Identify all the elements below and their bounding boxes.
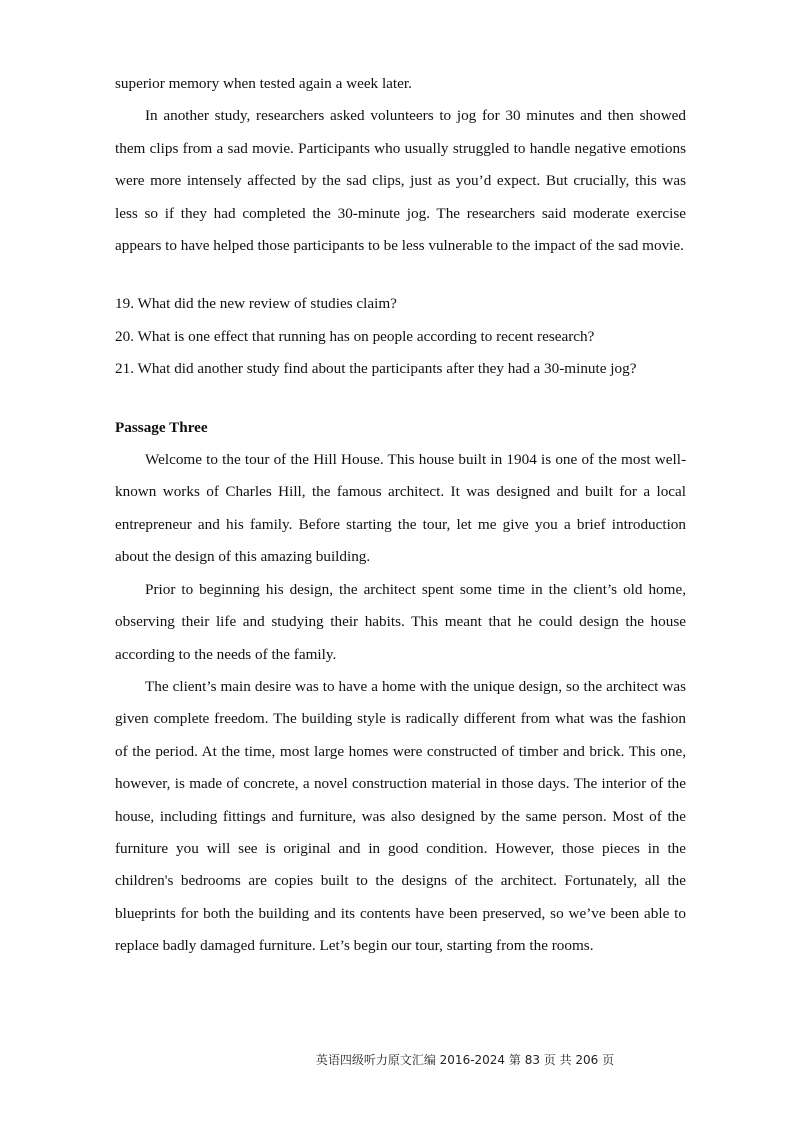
question-list [115, 288, 686, 385]
paragraph-jog-study: In another study, researchers asked volunteers to jog for 30 minutes and then showed them clips from a sad movie. Participants who usually struggled to handle negative emotions were more intensely affected by the sad clips, just as you’d expect. But crucially, this was less so if they had completed the 30-minute jog. The researchers said moderate exercise appears to have helped those participants to be less vulnerable to the impact of the sad movie. [115, 107, 686, 255]
question-19: 19. What did the new review of studies claim? [115, 295, 397, 313]
question-21: 21. What did another study find about the participants after they had a 30-minute jog? [115, 360, 637, 378]
paragraph-continuation: superior memory when tested again a week later. [115, 75, 412, 92]
paragraph-prior-design: Prior to beginning his design, the architect spent some time in the client’s old home, observing their life and studying their habits. This meant that he could design the house according to the needs of the family. [115, 580, 686, 663]
passage-three-heading: Passage Three [115, 418, 208, 436]
question-20: 20. What is one effect that running has on people according to recent research? [115, 327, 595, 345]
page-footer: 英语四级听力原文汇编 2016-2024 第 83 页 共 206 页 [315, 1053, 615, 1067]
document-page [115, 68, 686, 963]
paragraph-welcome: Welcome to the tour of the Hill House. This house built in 1904 is one of the most well-known works of Charles Hill, the famous architect. It was designed and built for a local entrepreneur and his family. Before starting the tour, let me give you a brief introduction about the design of this amazing building. [115, 451, 686, 566]
paragraph-client-desire: The client’s main desire was to have a home with the unique design, so the architect was given complete freedom. The building style is radically different from what was the fashion of the period. At the time, most large homes were constructed of timber and brick. This one, however, is made of concrete, a novel construction material in those days. The interior of the house, including fittings and furniture, was also designed by the same person. Most of the furniture you will see is original and in good condition. However, those pieces in the children's bedrooms are copies built to the designs of the architect. Fortunately, all the blueprints for both the building and its contents have been preserved, so we’ve been able to replace badly damaged furniture. Let’s begin our tour, starting from the rooms. [115, 677, 686, 955]
